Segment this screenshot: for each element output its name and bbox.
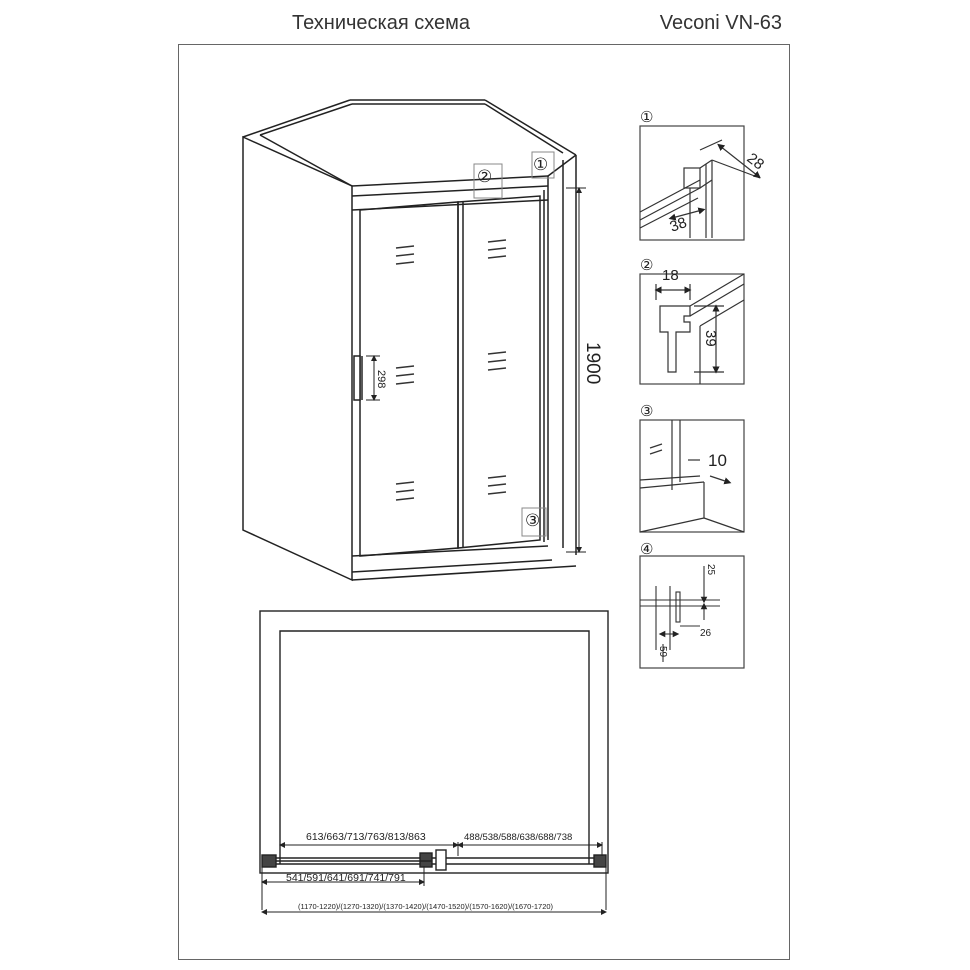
detail-4-marker: ④ [640, 541, 654, 558]
detail-4-dim-26: 26 [700, 628, 712, 639]
callout-marker-2: ② [477, 167, 493, 186]
detail-1-width-28: 28 [743, 149, 768, 174]
detail-2-height-39: 39 [702, 330, 719, 347]
detail-4-dim-59: 59 [657, 646, 668, 658]
detail-1-frame [640, 126, 744, 240]
total-width-label: (1170-1220)/(1270-1320)/(1370-1420)/(1470-1520)/(1570-1620)/(1670-1720) [298, 902, 554, 911]
detail-3-gap-10: 10 [708, 451, 727, 470]
detail-4-drawing [640, 566, 720, 662]
detail-3-marker: ③ [640, 403, 654, 420]
detail-4-dim-25: 25 [705, 564, 716, 576]
model-name: Veconi VN-63 [659, 12, 782, 34]
passage-width-label: 541/591/641/691/741/791 [286, 872, 406, 884]
callout-marker-1: ① [533, 155, 549, 174]
detail-1-drawing [640, 140, 760, 238]
callout-boxes [474, 152, 554, 536]
detail-3-drawing [640, 420, 744, 532]
detail-2-width-18: 18 [662, 267, 679, 284]
page-title: Техническая схема [292, 12, 471, 34]
detail-2-drawing [656, 274, 744, 384]
height-label: 1900 [582, 342, 603, 385]
detail-1-marker: ① [640, 109, 654, 126]
callout-marker-3: ③ [525, 511, 541, 530]
door-handle [354, 356, 360, 400]
handle-length-label: 298 [375, 370, 387, 389]
glass-reflection-marks [396, 240, 506, 500]
detail-2-marker: ② [640, 257, 654, 274]
door-width-label: 488/538/588/638/688/738 [464, 832, 573, 843]
detail-1-width-38: 38 [667, 214, 690, 236]
fixed-panel-width-label: 613/663/713/763/813/863 [306, 831, 426, 843]
left-wall [243, 137, 352, 580]
